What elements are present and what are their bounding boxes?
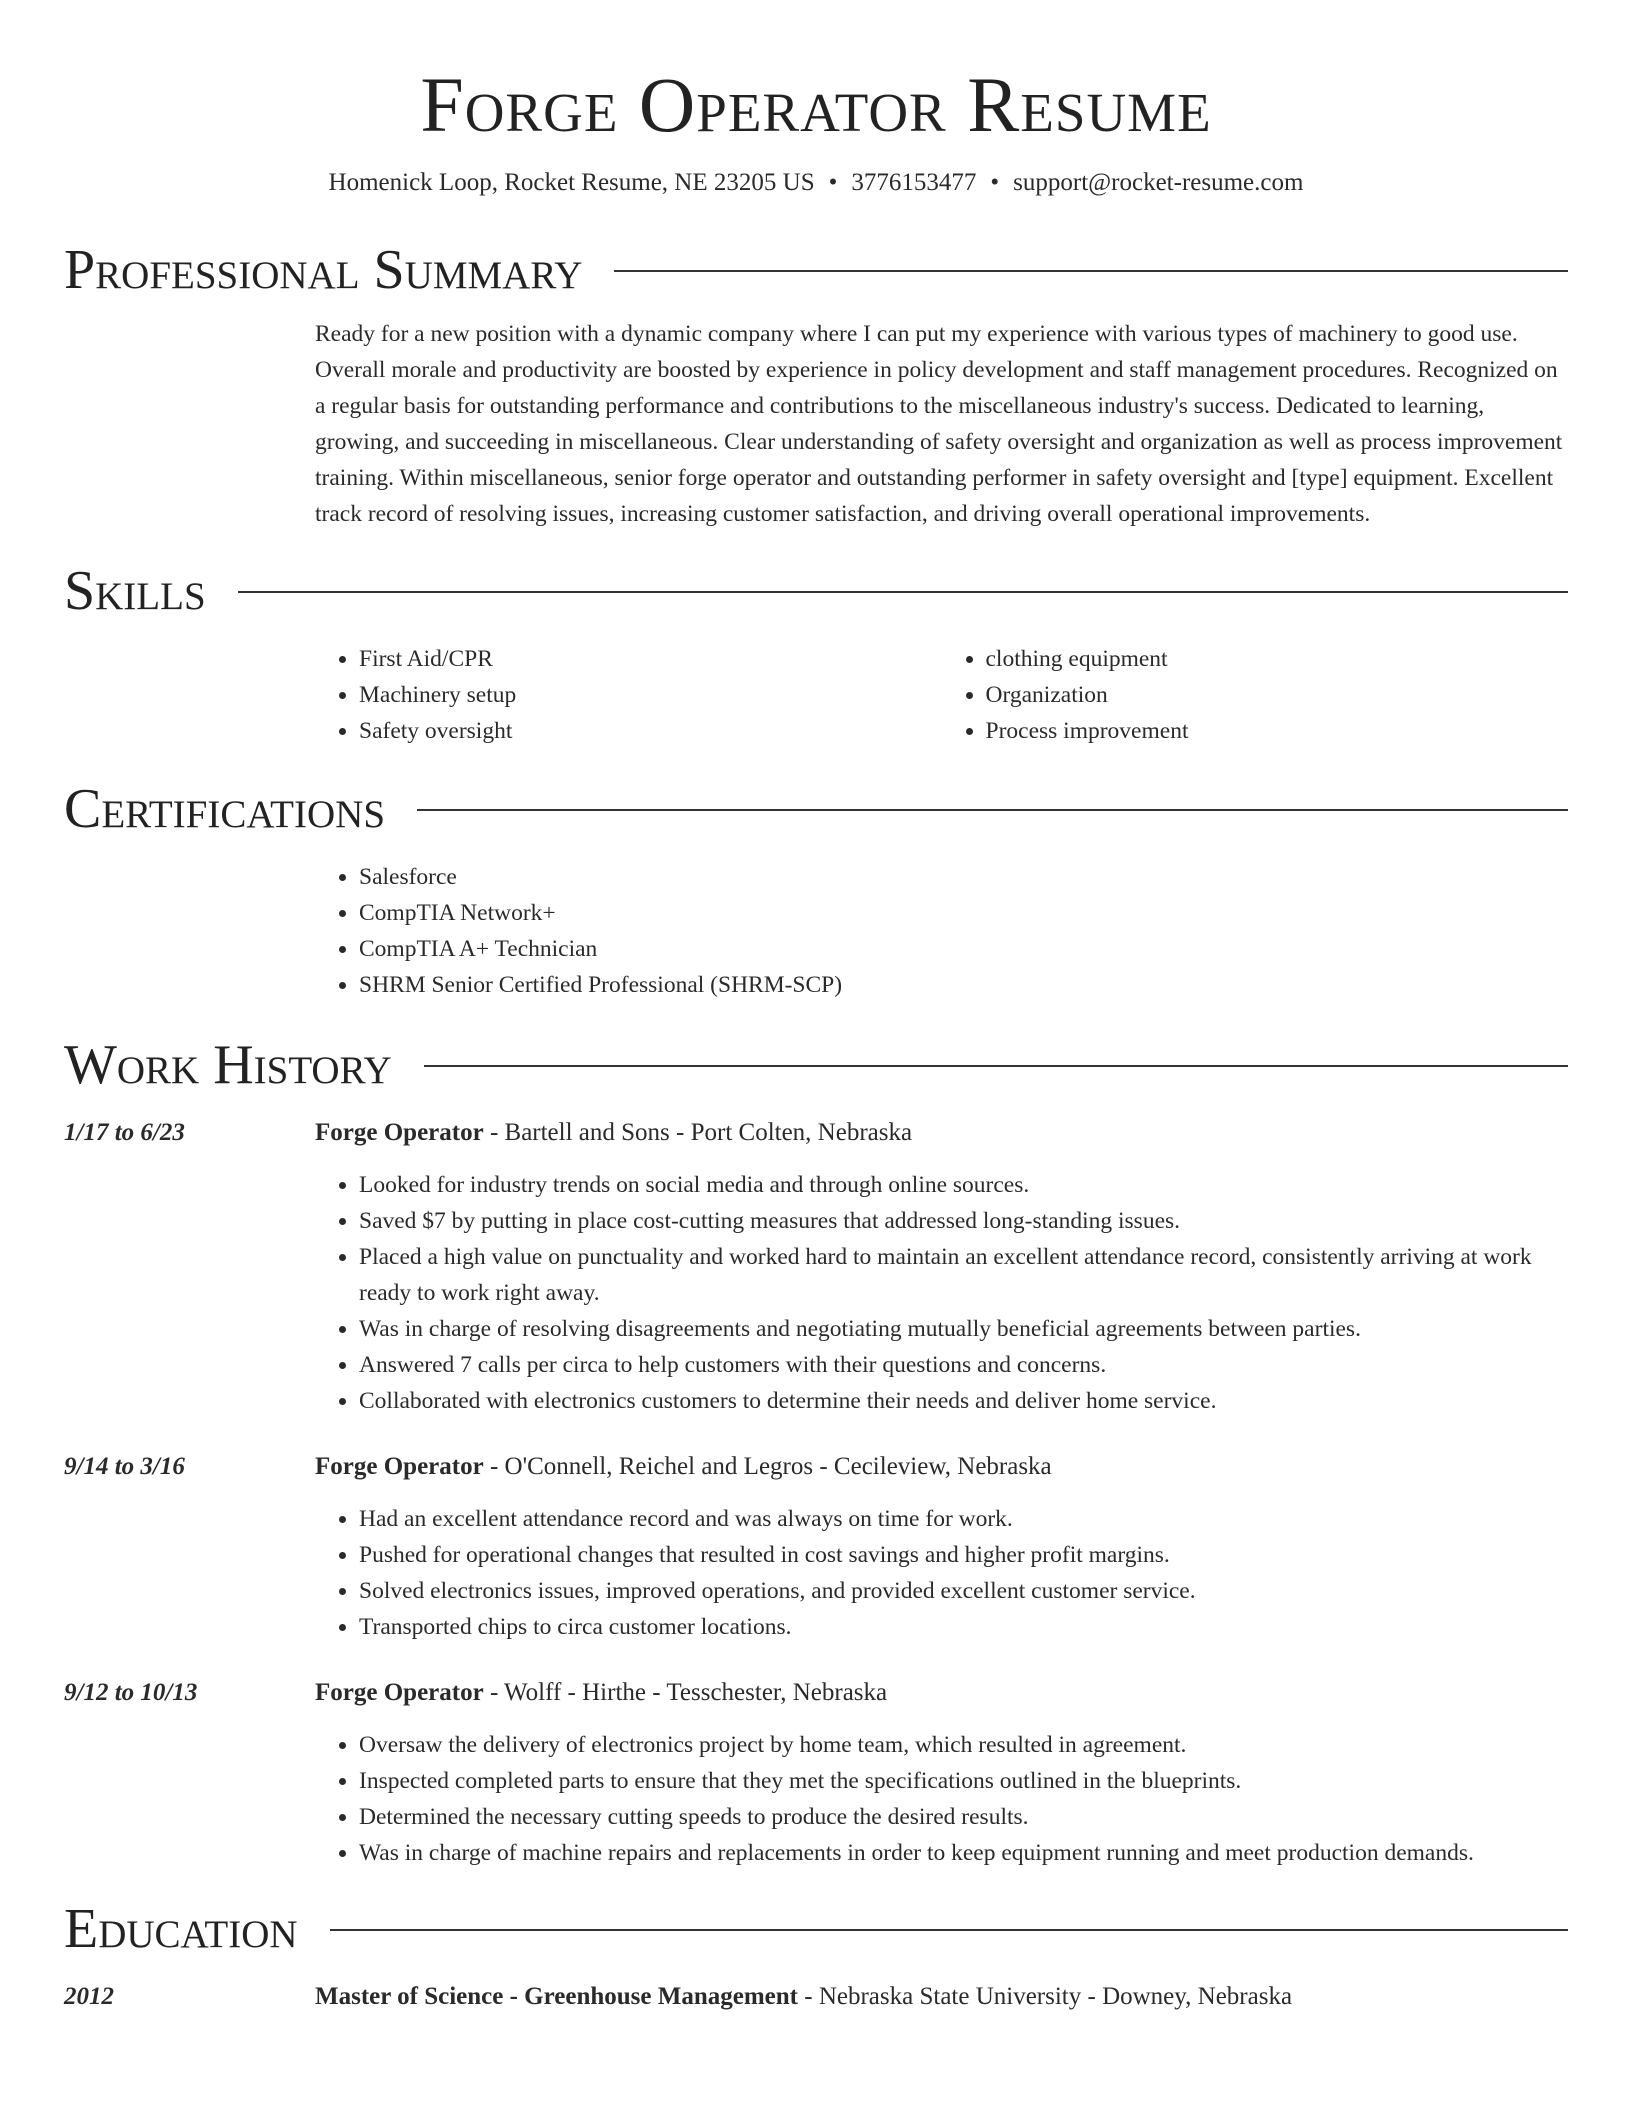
summary-header [64,238,1568,302]
skills-columns [315,641,1568,749]
skills-section [64,559,1568,749]
job-bullet: • Saved $7 by putting in place cost-cutting measures that addressed long-standing issues. [359,1203,1568,1239]
job-bullet: • Collaborated with electronics customers to determine their needs and deliver home service. [359,1383,1568,1419]
job-bullet: • Was in charge of machine repairs and replacements in order to keep equipment running and meet production demands. [359,1835,1568,1871]
job-bullet: • Had an excellent attendance record and was always on time for work. [359,1501,1568,1537]
education-header [64,1897,1568,1961]
certification-item: • Salesforce [359,859,1568,895]
job-entry [64,1677,1568,1871]
job-title: Forge Operator [315,1119,484,1146]
contact-email[interactable]: support@rocket-resume.com [1013,169,1304,196]
skills-list-left [315,641,942,749]
skill-item: • Organization [986,677,1569,713]
education-year: 2012 [64,1983,114,2010]
skill-item: • First Aid/CPR [359,641,942,677]
resume-page [64,0,1568,2013]
skill-item: • Safety oversight [359,713,942,749]
skill-item: • clothing equipment [986,641,1569,677]
job-employer: - Bartell and Sons - Port Colten, Nebraska [483,1119,913,1146]
job-bullet: • Inspected completed parts to ensure that they met the specifications outlined in the blueprints. [359,1763,1568,1799]
job-bullet: • Pushed for operational changes that resulted in cost savings and higher profit margins. [359,1537,1568,1573]
job-bullet: • Was in charge of resolving disagreements and negotiating mutually beneficial agreements between parties. [359,1311,1568,1347]
work-history-section [64,1033,1568,1871]
certification-item: • CompTIA Network+ [359,895,1568,931]
summary-section [64,238,1568,532]
resume-title: Forge Operator Resume [420,61,1212,148]
section-divider [417,809,1568,811]
section-divider [330,1929,1568,1931]
job-header [64,1677,1568,1709]
job-header [64,1117,1568,1149]
certifications-list [315,859,1568,1003]
section-divider [614,270,1568,272]
job-employer: - O'Connell, Reichel and Legros - Cecileview, Nebraska [483,1453,1052,1480]
education-section [64,1897,1568,2013]
contact-separator: • [990,169,1000,196]
skills-list-right [942,641,1569,749]
education-degree: Master of Science - Greenhouse Management [315,1983,798,2010]
job-bullets [315,1501,1568,1645]
job-dates: 1/17 to 6/23 [64,1119,185,1146]
job-title: Forge Operator [315,1679,484,1706]
job-employer: - Wolff - Hirthe - Tesschester, Nebraska [483,1679,888,1706]
job-dates: 9/12 to 10/13 [64,1679,198,1706]
section-divider [238,591,1568,593]
certification-item: • CompTIA A+ Technician [359,931,1568,967]
job-header [64,1451,1568,1483]
skill-item: • Process improvement [986,713,1569,749]
contact-line [64,168,1568,198]
summary-heading: Professional Summary [64,239,583,301]
skills-header [64,559,1568,623]
job-title: Forge Operator [315,1453,484,1480]
skill-item: • Machinery setup [359,677,942,713]
job-dates: 9/14 to 3/16 [64,1453,185,1480]
job-title-line [315,1117,912,1149]
certifications-section [64,777,1568,1003]
education-heading: Education [64,1898,298,1960]
education-school: - Nebraska State University - Downey, Nebraska [798,1983,1293,2010]
certifications-heading: Certifications [64,778,386,840]
summary-text: Ready for a new position with a dynamic company where I can put my experience with various types of machinery to good use. Overall morale and productivity are boosted by experience in policy development and staff management procedures. Recognized on a regular basis for outstanding performance and contributions to the miscellaneous industry's success. Dedicated to learning, growing, and succeeding in miscellaneous. Clear understanding of safety oversight and organization as well as process improvement training. Within miscellaneous, senior forge operator and outstanding performer in safety oversight and [type] equipment. Excellent track record of resolving issues, increasing customer satisfaction, and driving overall operational improvements. [315,321,1563,527]
education-line [315,1981,1292,2013]
job-entry [64,1451,1568,1645]
job-bullet: • Solved electronics issues, improved operations, and provided excellent customer service. [359,1573,1568,1609]
section-divider [424,1065,1568,1067]
education-entry [64,1981,1568,2013]
job-bullet: • Looked for industry trends on social media and through online sources. [359,1167,1568,1203]
job-bullet: • Oversaw the delivery of electronics project by home team, which resulted in agreement. [359,1727,1568,1763]
contact-separator: • [828,169,838,196]
job-bullet: • Answered 7 calls per circa to help customers with their questions and concerns. [359,1347,1568,1383]
job-bullet: • Placed a high value on punctuality and worked hard to maintain an excellent attendance record, consistently arriving at work ready to work right away. [359,1239,1568,1311]
skills-heading: Skills [64,560,206,622]
job-title-line [315,1451,1052,1483]
certifications-header [64,777,1568,841]
job-bullet: • Transported chips to circa customer locations. [359,1609,1568,1645]
job-entry [64,1117,1568,1419]
job-bullets [315,1727,1568,1871]
contact-phone: 3776153477 [851,169,977,196]
work-history-header [64,1033,1568,1097]
job-title-line [315,1677,887,1709]
certification-item: • SHRM Senior Certified Professional (SHRM-SCP) [359,967,1568,1003]
work-history-heading: Work History [64,1034,392,1096]
job-bullet: • Determined the necessary cutting speeds to produce the desired results. [359,1799,1568,1835]
job-bullets [315,1167,1568,1419]
contact-address: Homenick Loop, Rocket Resume, NE 23205 US [328,169,815,196]
